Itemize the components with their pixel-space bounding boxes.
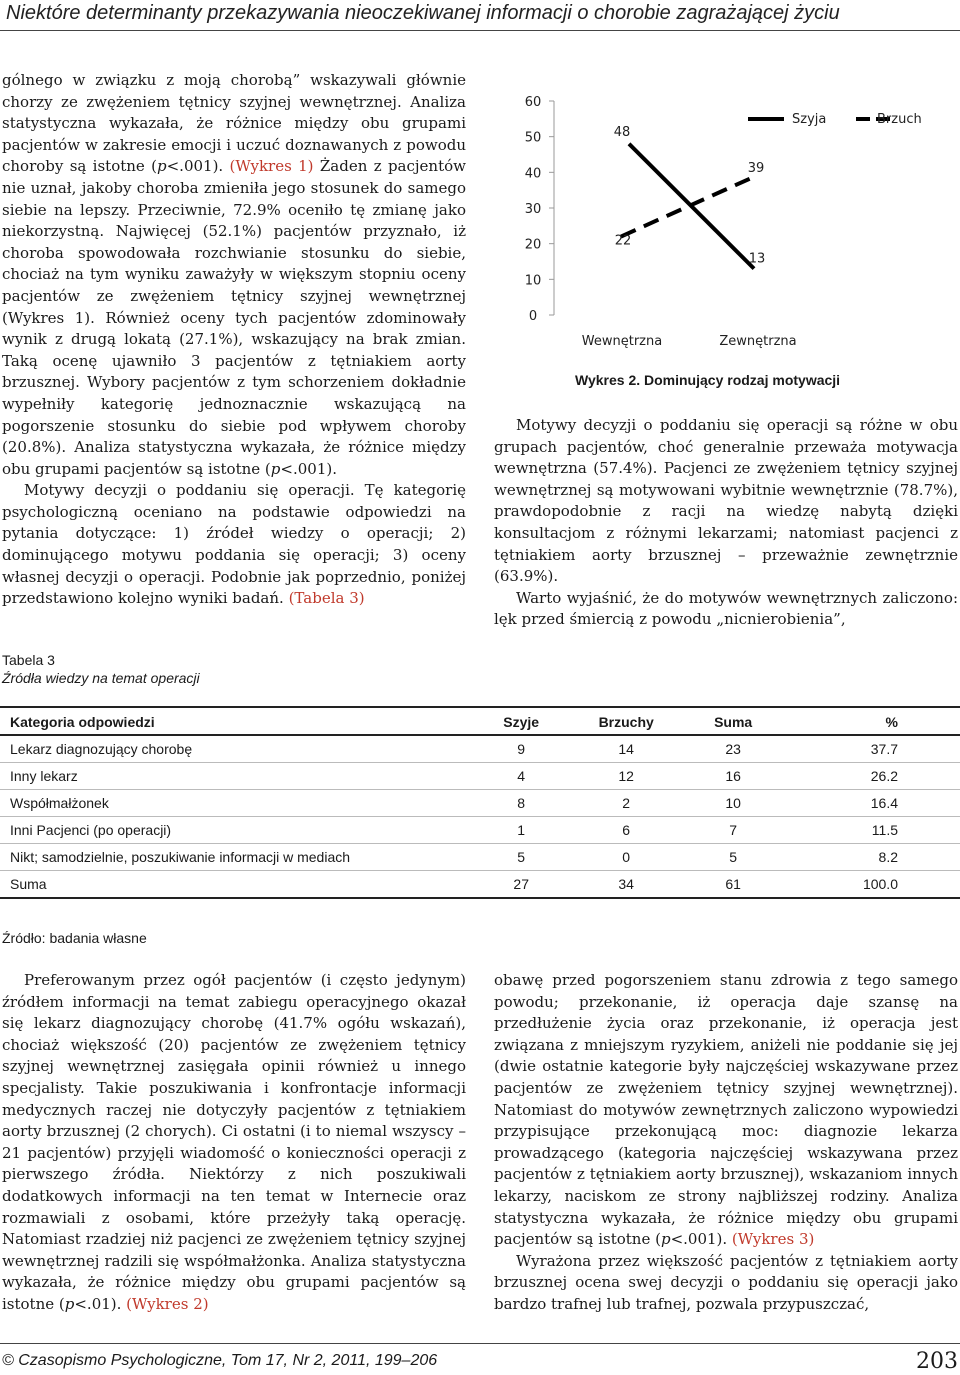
header-rule (0, 30, 960, 31)
table-cell: 0 (563, 844, 685, 871)
figure-reference: (Tabela 3) (288, 589, 365, 608)
text-run: gólnego w związku z moją chorobą” wskazywali głównie chorzy ze zwężeniem tętnicy szyjnej wewnętrznej. Analiza statystyczna wykazała, że różnice między obu grupami pacjentów w zakresie emocji i uczuć doznawanych z powodu choroby są istotne ( (2, 71, 466, 176)
legend-label: Szyja (792, 112, 827, 127)
table-cell: 8.2 (777, 844, 960, 871)
right-column-top (494, 415, 958, 631)
text-run: obawę przed pogorszeniem stanu zdrowia z tego samego powodu; przekonanie, iż operacja daje szansę na przedłużenie życia oraz przekonanie, iż operacja jest związana z mniejszym ryzykiem, aniżeli nie poddanie się jej (dwie ostatnie kategorie były najczęściej wskazywane przez pacjentów ze zwężeniem tętnicy szyjnej wewnętrznej). Natomiast do motywów zewnętrznych zaliczono wypowiedzi przypisujące przekonującą moc: diagnozie lekarza prowadzącego (kategoria najczęściej wskazywana przez pacjentów z tętniakiem aorty brzusznej), wskazaniom innych lekarzy, naciskom ze strony najbliższej rodziny. Analiza statystyczna wykazała, że różnice między obu grupami pacjentów są istotne ( (494, 971, 958, 1249)
text-run: <.001). (670, 1230, 732, 1249)
table-cell: 1 (475, 817, 563, 844)
table-cell: 9 (475, 735, 563, 763)
y-tick-label: 60 (524, 95, 542, 110)
table-cell: 100.0 (777, 871, 960, 899)
chart-caption: Wykres 2. Dominujący rodzaj motywacji (575, 372, 841, 388)
text-run: Motywy decyzji o poddaniu się operacji. Tę kategorię psychologiczną oceniano na podstawie odpowiedzi na pytania dotyczące: 1) źródeł wiedzy o operacji; 2) dominującego motywu poddania się operacji; 3) oceny własnej decyzji o operacji. Podobnie jak poprzednio, poniżej przedstawiono kolejno wyniki badań. (2, 481, 466, 608)
data-label: 22 (614, 233, 632, 249)
text-run: <.001). (166, 157, 230, 176)
column-header: Kategoria odpowiedzi (0, 707, 475, 735)
text-run: <.01). (74, 1294, 127, 1313)
series-line-brzuch (621, 176, 756, 237)
table-caption (2, 651, 200, 687)
table-cell: 11.5 (777, 817, 960, 844)
y-tick-label: 40 (524, 166, 542, 182)
table-cell: Suma (0, 871, 475, 899)
table-source: Źródło: badania własne (2, 930, 147, 946)
text-run: Warto wyjaśnić, że do motywów wewnętrznych zaliczono: lęk przed śmiercią z powodu „nicnierobienia”, (494, 588, 958, 629)
text-run: Preferowanym przez ogół pacjentów (i często jedynym) źródłem informacji na temat zabiegu operacyjnego okazał się lekarz diagnozujący chorobę (41.7% ogółu wskazań), chociaż większość (20) pacjentów ze zwężeniem tętnicy szyjnej wewnętrznej zasięgała opinii również u innego specjalisty. Takie poszukiwania i konfrontacje informacji medycznych raczej nie dotyczyły pacjentów z tętniakiem aorty brzusznej (2 chorych). Ci ostatni (i to niemal wszyscy – 21 pacjentów) przyjęli wiadomość o konieczności operacji z pierwszego źródła. Niektórzy z nich poszukiwali dodatkowych informacji na ten temat w Internecie oraz rozmawiali z osobami, które przeżyły taką operację. Natomiast rzadziej niż pacjenci ze zwężeniem tętnicy szyjnej wewnętrznej radzili się współmałżonka. Analiza statystyczna wykazała, że różnice między obu grupami pacjentów są istotne ( (2, 971, 466, 1313)
paragraph (494, 1251, 958, 1316)
text-run: Wyrażona przez większość pacjentów z tętniakiem aorty brzusznej ocena swej decyzji o poddaniu się operacji jako bardzo trafnej lub trafnej, pozwala przypuszczać, (494, 1251, 958, 1313)
data-label: 39 (747, 160, 765, 176)
table-cell: 23 (685, 735, 777, 763)
table-cell: 12 (563, 763, 685, 790)
table-label: Tabela 3 (2, 652, 55, 668)
chart-x-labels (582, 334, 797, 349)
journal-citation: © Czasopismo Psychologiczne, Tom 17, Nr 2, 2011, 199–206 (2, 1352, 438, 1369)
table-row (0, 763, 960, 790)
y-tick-label: 30 (524, 202, 542, 217)
running-header: Niektóre determinanty przekazywania nieoczekiwanej informacji o chorobie zagrażającej życiu (6, 2, 840, 24)
y-tick-label: 50 (524, 130, 542, 146)
column-header: % (777, 707, 960, 735)
table-cell: 37.7 (777, 735, 960, 763)
table-cell: 27 (475, 871, 563, 899)
table-row (0, 844, 960, 871)
sources-table (0, 706, 960, 899)
paragraph (494, 970, 958, 1251)
page-number: 203 (916, 1349, 958, 1374)
table-cell: 2 (563, 790, 685, 817)
left-column-top (2, 70, 466, 610)
data-label: 13 (748, 251, 766, 267)
table-cell: 16 (685, 763, 777, 790)
table-cell: Inny lekarz (0, 763, 475, 790)
table-cell: 14 (563, 735, 685, 763)
paragraph (2, 70, 466, 480)
table-row (0, 790, 960, 817)
text-run: p (64, 1294, 75, 1313)
figure-reference: (Wykres 2) (126, 1294, 209, 1313)
paragraph (494, 588, 958, 631)
paragraph (494, 415, 958, 588)
y-tick-label: 0 (528, 309, 538, 324)
y-tick-label: 10 (524, 273, 542, 289)
text-run: <.001). (280, 459, 337, 478)
text-run: p (660, 1230, 671, 1249)
table-row (0, 817, 960, 844)
column-header: Brzuchy (563, 707, 685, 735)
table-cell: Nikt; samodzielnie, poszukiwanie informacji w mediach (0, 844, 475, 871)
column-header: Szyje (475, 707, 563, 735)
footer-rule (0, 1343, 960, 1344)
left-column-bottom (2, 970, 466, 1316)
table-cell: 6 (563, 817, 685, 844)
text-run: Motywy decyzji o poddaniu się operacji są różne w obu grupach pacjentów, choć generalnie przeważa motywacja wewnętrzna (57.4%). Pacjenci ze zwężeniem tętnicy szyjnej wewnętrznej są motywowani wybitnie wewnętrznie (78.7%), prawdopodobnie z racji na wiedzę nabytą dzięki konsultacjom z różnymi lekarzami; natomiast pacjenci z tętniakiem aorty brzusznej – przeważnie zewnętrznie (63.9%). (494, 416, 958, 586)
paragraph (2, 480, 466, 610)
table-cell: 16.4 (777, 790, 960, 817)
table-cell: 61 (685, 871, 777, 899)
column-header: Suma (685, 707, 777, 735)
text-run: p (157, 157, 167, 176)
y-tick-label: 20 (524, 237, 542, 253)
chart-series (614, 125, 766, 269)
table-cell: Inni Pacjenci (po operacji) (0, 817, 475, 844)
table-cell: 26.2 (777, 763, 960, 790)
table-cell: Lekarz diagnozujący chorobę (0, 735, 475, 763)
table-cell: 5 (475, 844, 563, 871)
table-title: Źródła wiedzy na temat operacji (2, 670, 200, 686)
figure-reference: (Wykres 1) (229, 157, 314, 176)
text-run: Żaden z pacjentów nie uznał, jakoby choroba zmieniła jego stosunek do samego siebie na lepszy. Przeciwnie, 72.9% oceniło tę zmianę jako niekorzystną. Najwięcej (52.1%) pacjentów przyznało, iż choroba spowodowała rozchwianie stosunku do siebie, chociaż na tym wyniku zaważyły w większym stopniu oceny pacjentów ze zwężeniem tętnicy szyjnej wewnętrznej (Wykres 1). Również oceny tych pacjentów zdominowały wynik z drugą lokatą (27.1%), wskazujący na brak zmian. Taką ocenę ujawniło 3 pacjentów z tętniakiem aorty brzusznej. Wybory pacjentów z tym schorzeniem dokładnie wypełniły kategorię jednoznacznie wskazującą na pogorszenie stosunku do siebie pod wpływem choroby (20.8%). Analiza statystyczna wykazała, że różnice między obu grupami pacjentów są istotne ( (2, 157, 466, 478)
x-tick-label: Wewnętrzna (581, 334, 663, 349)
table-cell: 7 (685, 817, 777, 844)
table-row (0, 735, 960, 763)
chart-legend (748, 112, 922, 127)
chart-dominant-motivation (492, 88, 960, 388)
table-header-row (0, 707, 960, 735)
x-tick-label: Zewnętrzna (719, 334, 797, 349)
figure-reference: (Wykres 3) (731, 1230, 815, 1249)
table-cell: 4 (475, 763, 563, 790)
right-column-bottom (494, 970, 958, 1316)
paragraph (2, 970, 466, 1316)
table-cell: 10 (685, 790, 777, 817)
table-cell: 8 (475, 790, 563, 817)
table-cell: Współmałżonek (0, 790, 475, 817)
table-row (0, 871, 960, 899)
chart-y-axis (525, 95, 554, 324)
table-cell: 34 (563, 871, 685, 899)
table-cell: 5 (685, 844, 777, 871)
legend-label: Brzuch (877, 112, 922, 127)
data-label: 48 (613, 124, 631, 140)
text-run: p (270, 459, 281, 478)
